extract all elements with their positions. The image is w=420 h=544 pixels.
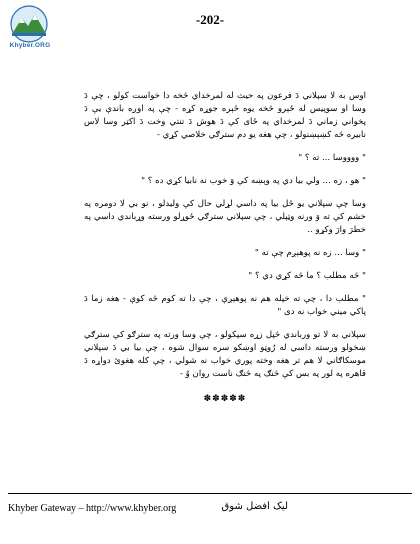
paragraph: اوس به لا سپلاني دَ فرعون په حيث له لمرخداي څخه دا خواست کولو ، چې دَ وسا او سوپيس له ځېرو څخه يوه ځېره جوړه کړه - چې په اوږه باندې يې دَ پخواني زماني دَ لمرخداي په ځای کې دَ هوش دَ تنتي وخت دَ اکټر وسا لاس نابيره څه کښېښنولو ، چې هغه يو دم سترګي خلاصي کړي - <box>84 91 366 140</box>
dialogue-line: " هو ، زه ... ولي بيا دي په وېښه کې وَ خوب نه نابيا کړي ده ؟ " <box>141 176 366 186</box>
paragraph: وسا چې سپلاني يو ځل بيا په داسي لړلي حال کې وليدلو ، نو بي لا دومره په خشم کې ته وَ ورنه وټپلي ، چې سپلاني سترګي ځوړلو ورسته وړباندي داسي په خطرَ وارَ وکړو .. <box>84 199 366 235</box>
footer-site-link[interactable]: Khyber Gateway – http://www.khyber.org <box>8 503 177 514</box>
footer-author: ليک افضل شوق <box>221 501 288 512</box>
story-text <box>84 90 366 406</box>
dialogue-line: " وسا ... زه نه پوهېږم چې ته " <box>254 248 366 258</box>
logo-text: Khyber.ORG <box>9 42 51 49</box>
dialogue-line: " مطلب دا ، چې ته خپله هم نه پوهېږې ، چې دا ته کوم څه کوې - هغه زما دَ پاکي ميني خواب نه دی " <box>84 294 366 317</box>
section-separator: ✽✽✽✽✽ <box>203 394 247 404</box>
paragraph: سپلاني به لا تو ورباندي څپل زړه سپکولو ، چې وسا ورته په سترګو کې سترګي ښخولو ورسته داسي له رُوټو اوښکو سره سوال شوه ، چې بيا بي دَ سپلاني موسکاګاني لا هم تر هغه وخته پوري خواب نه شولي ، چې کله هغوئ دواړه دَ قاهره په لور په بس کې څنګ په څنګ ناست روان وُ - <box>84 330 366 379</box>
dialogue-line: " څه مطلب ؟ ما څه کړي دي ؟ " <box>248 271 366 281</box>
dialogue-line: " ووووسا ... ته ؟ " <box>298 153 366 163</box>
footer-divider <box>8 493 412 494</box>
page-number: -202- <box>195 12 225 27</box>
